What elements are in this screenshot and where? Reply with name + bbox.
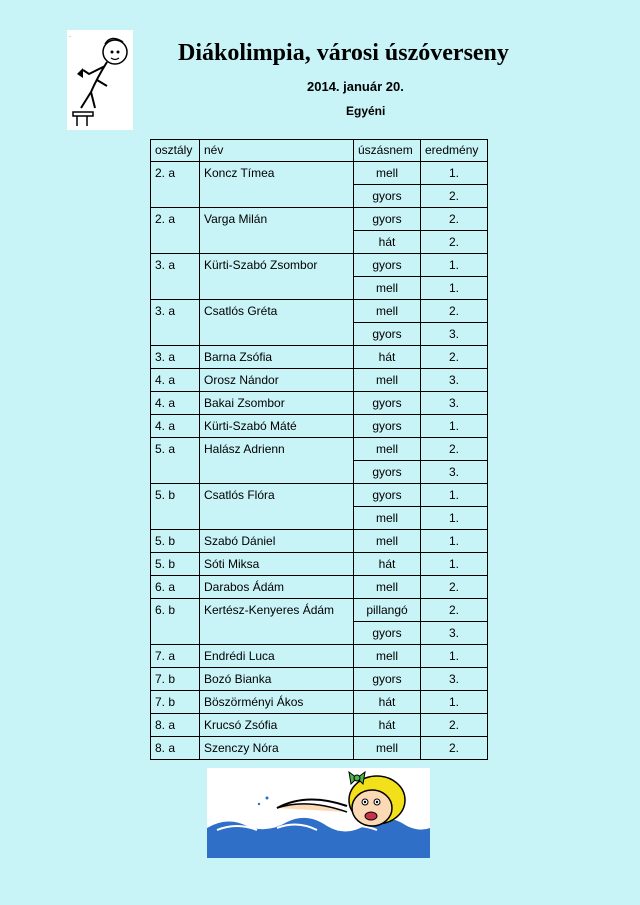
table-row	[151, 346, 488, 369]
cell-nev: Darabos Ádám	[200, 576, 354, 599]
cell-eredmeny: 1.	[421, 277, 488, 300]
cell-uszasnem: gyors	[354, 323, 421, 346]
table-row	[151, 392, 488, 415]
cell-uszasnem: mell	[354, 438, 421, 461]
cell-eredmeny: 3.	[421, 461, 488, 484]
cell-eredmeny: 3.	[421, 668, 488, 691]
cell-uszasnem: gyors	[354, 668, 421, 691]
cell-osztaly: 4. a	[151, 369, 200, 392]
cell-nev: Szenczy Nóra	[200, 737, 354, 760]
column-header-eredmeny: eredmény	[421, 140, 488, 162]
cell-nev: Szabó Dániel	[200, 530, 354, 553]
cell-eredmeny: 1.	[421, 484, 488, 507]
cell-uszasnem: gyors	[354, 484, 421, 507]
cell-nev: Csatlós Flóra	[200, 484, 354, 530]
cell-uszasnem: mell	[354, 162, 421, 185]
cell-uszasnem: mell	[354, 507, 421, 530]
cell-osztaly: 5. a	[151, 438, 200, 484]
table-row	[151, 484, 488, 507]
cell-osztaly: 5. b	[151, 553, 200, 576]
swimming-girl-icon	[207, 768, 430, 858]
table-row	[151, 737, 488, 760]
cell-osztaly: 3. a	[151, 254, 200, 300]
cell-osztaly: 7. a	[151, 645, 200, 668]
cell-eredmeny: 2.	[421, 300, 488, 323]
table-row	[151, 530, 488, 553]
table-row	[151, 645, 488, 668]
cell-uszasnem: mell	[354, 530, 421, 553]
section-subtitle: Egyéni	[346, 104, 386, 118]
cell-nev: Csatlós Gréta	[200, 300, 354, 346]
svg-text:·: ·	[69, 34, 71, 40]
cell-osztaly: 3. a	[151, 300, 200, 346]
cell-uszasnem: hát	[354, 346, 421, 369]
results-table	[150, 139, 488, 760]
cell-uszasnem: mell	[354, 576, 421, 599]
table-row	[151, 576, 488, 599]
cell-uszasnem: gyors	[354, 415, 421, 438]
cell-osztaly: 8. a	[151, 737, 200, 760]
cell-eredmeny: 2.	[421, 599, 488, 622]
cell-nev: Endrédi Luca	[200, 645, 354, 668]
column-header-osztaly: osztály	[151, 140, 200, 162]
results-body	[151, 162, 488, 760]
column-header-nev: név	[200, 140, 354, 162]
cell-uszasnem: gyors	[354, 185, 421, 208]
cell-uszasnem: mell	[354, 369, 421, 392]
cell-nev: Bakai Zsombor	[200, 392, 354, 415]
cell-eredmeny: 2.	[421, 438, 488, 461]
table-row	[151, 438, 488, 461]
cell-osztaly: 4. a	[151, 392, 200, 415]
cell-eredmeny: 2.	[421, 185, 488, 208]
cell-eredmeny: 2.	[421, 576, 488, 599]
cell-uszasnem: gyors	[354, 392, 421, 415]
cell-uszasnem: pillangó	[354, 599, 421, 622]
table-row	[151, 691, 488, 714]
cell-uszasnem: hát	[354, 231, 421, 254]
column-header-uszasnem: úszásnem	[354, 140, 421, 162]
cell-osztaly: 3. a	[151, 346, 200, 369]
cell-eredmeny: 1.	[421, 507, 488, 530]
cell-nev: Koncz Tímea	[200, 162, 354, 208]
cell-eredmeny: 2.	[421, 231, 488, 254]
table-row	[151, 369, 488, 392]
cell-nev: Kürti-Szabó Máté	[200, 415, 354, 438]
cell-eredmeny: 1.	[421, 254, 488, 277]
cell-nev: Halász Adrienn	[200, 438, 354, 484]
table-row	[151, 254, 488, 277]
cell-eredmeny: 2.	[421, 714, 488, 737]
cell-eredmeny: 2.	[421, 346, 488, 369]
cell-eredmeny: 1.	[421, 553, 488, 576]
page-title: Diákolimpia, városi úszóverseny	[178, 40, 509, 66]
cell-uszasnem: mell	[354, 645, 421, 668]
table-row	[151, 553, 488, 576]
cell-osztaly: 2. a	[151, 208, 200, 254]
cell-eredmeny: 2.	[421, 737, 488, 760]
cell-nev: Kürti-Szabó Zsombor	[200, 254, 354, 300]
cell-nev: Orosz Nándor	[200, 369, 354, 392]
cell-eredmeny: 3.	[421, 369, 488, 392]
cell-osztaly: 6. b	[151, 599, 200, 645]
cell-osztaly: 6. a	[151, 576, 200, 599]
cell-osztaly: 5. b	[151, 530, 200, 553]
cell-uszasnem: mell	[354, 737, 421, 760]
cell-osztaly: 4. a	[151, 415, 200, 438]
table-row	[151, 599, 488, 622]
cell-osztaly: 7. b	[151, 691, 200, 714]
table-row	[151, 668, 488, 691]
cell-osztaly: 2. a	[151, 162, 200, 208]
table-header-row	[151, 140, 488, 162]
cell-osztaly: 7. b	[151, 668, 200, 691]
cell-uszasnem: gyors	[354, 208, 421, 231]
cell-eredmeny: 1.	[421, 645, 488, 668]
cell-uszasnem: hát	[354, 691, 421, 714]
cell-uszasnem: hát	[354, 553, 421, 576]
cell-nev: Barna Zsófia	[200, 346, 354, 369]
cell-nev: Kertész-Kenyeres Ádám	[200, 599, 354, 645]
table-row	[151, 208, 488, 231]
diving-boy-icon	[67, 30, 133, 130]
cell-nev: Bozó Bianka	[200, 668, 354, 691]
cell-eredmeny: 1.	[421, 530, 488, 553]
cell-uszasnem: mell	[354, 277, 421, 300]
cell-eredmeny: 2.	[421, 208, 488, 231]
table-row	[151, 162, 488, 185]
cell-osztaly: 8. a	[151, 714, 200, 737]
table-row	[151, 300, 488, 323]
cell-nev: Krucsó Zsófia	[200, 714, 354, 737]
cell-uszasnem: gyors	[354, 622, 421, 645]
cell-nev: Varga Milán	[200, 208, 354, 254]
cell-nev: Böszörményi Ákos	[200, 691, 354, 714]
table-row	[151, 415, 488, 438]
cell-uszasnem: gyors	[354, 461, 421, 484]
cell-uszasnem: gyors	[354, 254, 421, 277]
cell-eredmeny: 1.	[421, 162, 488, 185]
table-row	[151, 714, 488, 737]
cell-eredmeny: 3.	[421, 622, 488, 645]
cell-osztaly: 5. b	[151, 484, 200, 530]
event-date: 2014. január 20.	[307, 79, 404, 94]
cell-uszasnem: mell	[354, 300, 421, 323]
cell-nev: Sóti Miksa	[200, 553, 354, 576]
cell-eredmeny: 3.	[421, 323, 488, 346]
cell-eredmeny: 1.	[421, 691, 488, 714]
cell-eredmeny: 3.	[421, 392, 488, 415]
cell-eredmeny: 1.	[421, 415, 488, 438]
cell-uszasnem: hát	[354, 714, 421, 737]
